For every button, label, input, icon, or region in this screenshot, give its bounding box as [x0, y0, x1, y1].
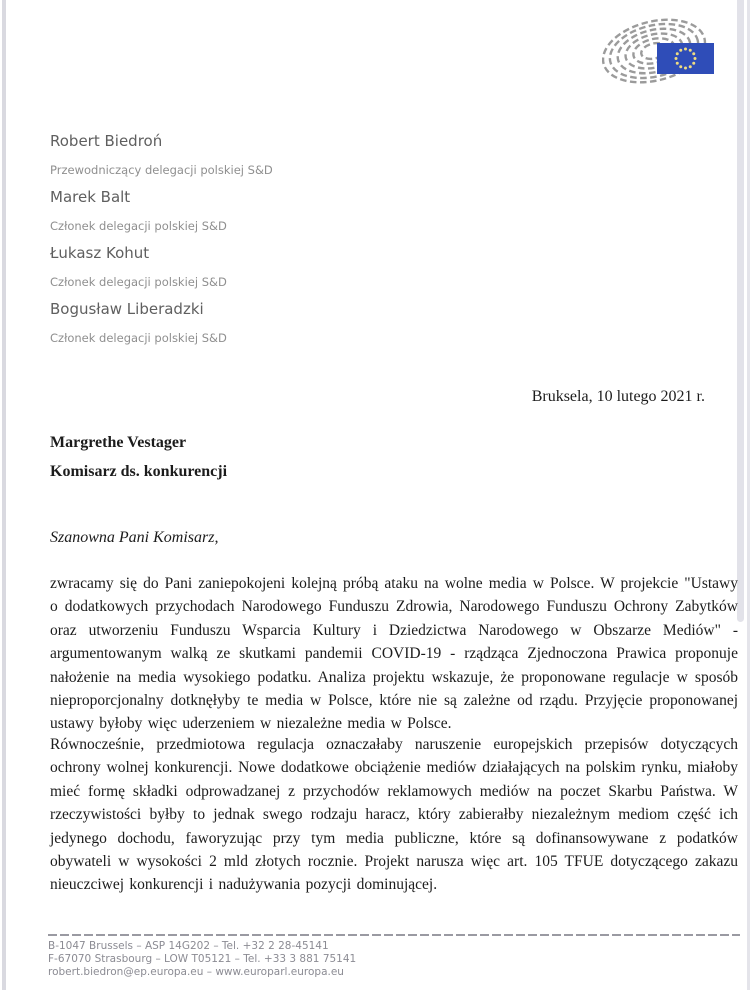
signers-block	[50, 131, 470, 355]
signer-role: Członek delegacji polskiej S&D	[50, 331, 227, 345]
signer-robert-biedron	[50, 131, 470, 177]
signer-lukasz-kohut	[50, 243, 470, 289]
hemicycle-icon	[602, 16, 720, 84]
recipient-name: Margrethe Vestager	[50, 434, 187, 451]
footer-block	[48, 940, 356, 978]
signer-role: Członek delegacji polskiej S&D	[50, 275, 227, 289]
signer-name: Łukasz Kohut	[50, 244, 150, 262]
footer-address-brussels: B-1047 Brussels – ASP 14G202 – Tel. +32 2 28-45141	[48, 940, 329, 952]
footer-divider	[48, 934, 740, 936]
eu-flag-icon	[657, 43, 714, 74]
dateline: Bruksela, 10 lutego 2021 r.	[531, 388, 705, 405]
footer-email-web: robert.biedron@ep.europa.eu – www.europarl.europa.eu	[48, 965, 344, 978]
scrollbar-thumb[interactable]	[737, 0, 744, 622]
body-paragraph-1: zwracamy się do Pani zaniepokojeni kolejną próbą ataku na wolne media w Polsce. W projekcie "Ustawy o dodatkowych przychodach Narodowego Funduszu Zdrowia, Narodowego Funduszu Ochrony Zabytków oraz utworzeniu Funduszu Wsparcia Kultury i Dziedzictwa Narodowego w Obszarze Mediów" - argumentowanym walką ze skutkami pandemii COVID-19 - rządząca Zjednoczona Prawica proponuje nałożenie na media wysokiego podatku. Analiza projektu wskazuje, że proponowane regulacje w sposób nieproporcjonalny dotknęłyby te media w Polsce, które nie są zależne od rządu. Przyjęcie proponowanej ustawy byłoby więc uderzeniem w niezależne media w Polsce.	[50, 575, 738, 733]
signer-boguslaw-liberadzki	[50, 299, 470, 345]
signer-name: Marek Balt	[50, 188, 131, 206]
european-parliament-logo	[602, 16, 720, 84]
signer-name: Robert Biedroń	[50, 132, 163, 150]
recipient-block	[50, 428, 227, 486]
recipient-title: Komisarz ds. konkurencji	[50, 463, 228, 480]
body-paragraph-2: Równocześnie, przedmiotowa regulacja oznaczałaby naruszenie europejskich przepisów dotyczących ochrony wolnej konkurencji. Nowe dodatkowe obciążenie mediów działających na polskim rynku, miałoby mieć formę składki odprowadzanej z przychodów reklamowych mediów na poczet Skarbu Państwa. W rzeczywistości byłby to jednak swego rodzaju haracz, który zabierałby niezależnym mediom część ich jedynego dochodu, faworyzując przy tym media publiczne, które są dofinansowywane z podatków obywateli w wysokości 2 mld złotych rocznie. Projekt narusza więc art. 105 TFUE dotyczącego zakazu nieuczciwej konkurencji i nadużywania pozycji dominującej.	[50, 736, 738, 894]
signer-name: Bogusław Liberadzki	[50, 300, 204, 318]
salutation: Szanowna Pani Komisarz,	[50, 529, 219, 546]
signer-role: Przewodniczący delegacji polskiej S&D	[50, 163, 273, 177]
footer-address-strasbourg: F-67070 Strasbourg – LOW T05121 – Tel. +33 3 881 75141	[48, 952, 357, 965]
signer-role: Członek delegacji polskiej S&D	[50, 219, 227, 233]
signer-marek-balt	[50, 187, 470, 233]
page-left-edge	[2, 0, 6, 990]
